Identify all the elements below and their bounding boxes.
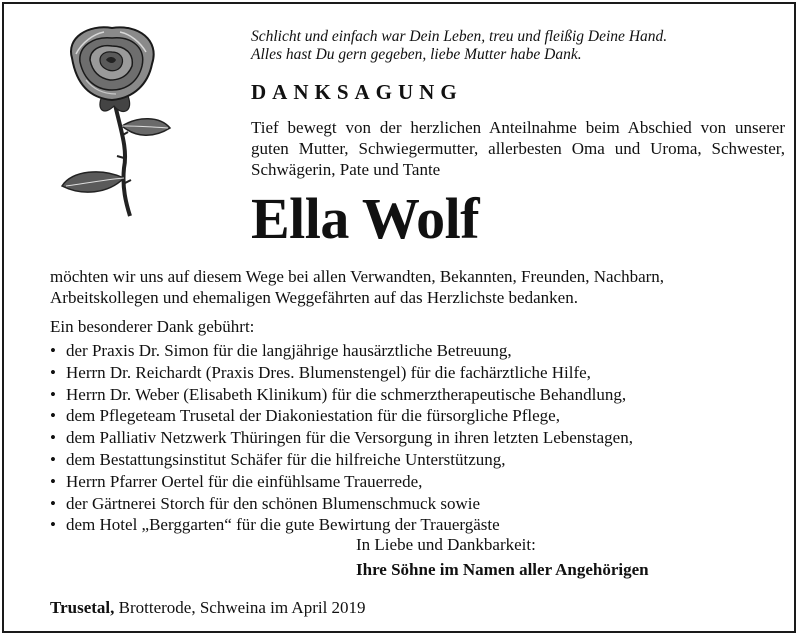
list-item-text: Herrn Dr. Reichardt (Praxis Dres. Blumenstengel) für die fachärztliche Hilfe, xyxy=(66,362,591,382)
list-item xyxy=(50,340,785,362)
poem-line-2: Alles hast Du gern gegeben, liebe Mutter habe Dank. xyxy=(251,46,582,63)
intro-paragraph: Tief bewegt von der herzlichen Anteilnahme beim Abschied von unserer guten Mutter, Schwiegermutter, allerbesten Oma und Uroma, Schwester, Schwägerin, Pate und Tante xyxy=(251,118,785,179)
bullet-icon: • xyxy=(50,341,56,360)
obituary-notice xyxy=(2,2,796,633)
list-item-text: dem Pflegeteam Trusetal der Diakoniestation für die fürsorgliche Pflege, xyxy=(66,406,560,426)
bullet-icon: • xyxy=(50,449,56,469)
list-item-text: Herrn Pfarrer Oertel für die einfühlsame Trauerrede, xyxy=(66,471,423,491)
thanks-line-2: Arbeitskollegen und ehemaligen Weggefährten auf das Herzlichste bedanken. xyxy=(50,288,578,307)
list-item-text: dem Palliativ Netzwerk Thüringen für die Versorgung in ihren letzten Lebenstagen, xyxy=(66,428,633,448)
notice-heading: DANKSAGUNG xyxy=(251,80,463,104)
list-item-text: dem Bestattungsinstitut Schäfer für die hilfreiche Unterstützung, xyxy=(66,449,506,469)
place-and-date xyxy=(50,597,366,618)
special-thanks-label: Ein besonderer Dank gebührt: xyxy=(50,317,255,336)
list-item xyxy=(50,405,785,427)
list-item xyxy=(50,471,785,493)
place-date-text: Brotterode, Schweina im April 2019 xyxy=(114,598,366,617)
list-item xyxy=(50,449,785,471)
thanks-list xyxy=(50,340,785,536)
rose-icon xyxy=(42,18,180,218)
list-item-text: der Praxis Dr. Simon für die langjährige hausärztliche Betreuung, xyxy=(66,341,512,360)
list-item xyxy=(50,384,785,406)
list-item-text: Herrn Dr. Weber (Elisabeth Klinikum) für die schmerztherapeutische Behandlung, xyxy=(66,384,627,404)
bullet-icon: • xyxy=(50,384,56,404)
bullet-icon: • xyxy=(50,493,56,513)
list-item xyxy=(50,493,785,515)
deceased-name: Ella Wolf xyxy=(251,186,480,251)
bullet-icon: • xyxy=(50,471,56,491)
poem-quote xyxy=(251,28,781,64)
bullet-icon: • xyxy=(50,428,56,448)
list-item-text: dem Hotel „Berggarten“ für die gute Bewirtung der Trauergäste xyxy=(66,515,500,535)
thanks-line-1: möchten wir uns auf diesem Wege bei allen Verwandten, Bekannten, Freunden, Nachbarn, xyxy=(50,267,665,286)
list-item xyxy=(50,362,785,384)
list-item xyxy=(50,427,785,449)
bullet-icon: • xyxy=(50,406,56,426)
list-item-text: der Gärtnerei Storch für den schönen Blumenschmuck sowie xyxy=(66,493,481,513)
town-name: Trusetal, xyxy=(50,598,115,617)
bullet-icon: • xyxy=(50,362,56,382)
bullet-icon: • xyxy=(50,515,56,535)
poem-line-1: Schlicht und einfach war Dein Leben, treu und fleißig Deine Hand. xyxy=(251,28,668,45)
closing-phrase: In Liebe und Dankbarkeit: xyxy=(356,535,536,554)
signature: Ihre Söhne im Namen aller Angehörigen xyxy=(356,560,649,579)
thanks-paragraph xyxy=(50,266,785,308)
list-item xyxy=(50,514,785,536)
